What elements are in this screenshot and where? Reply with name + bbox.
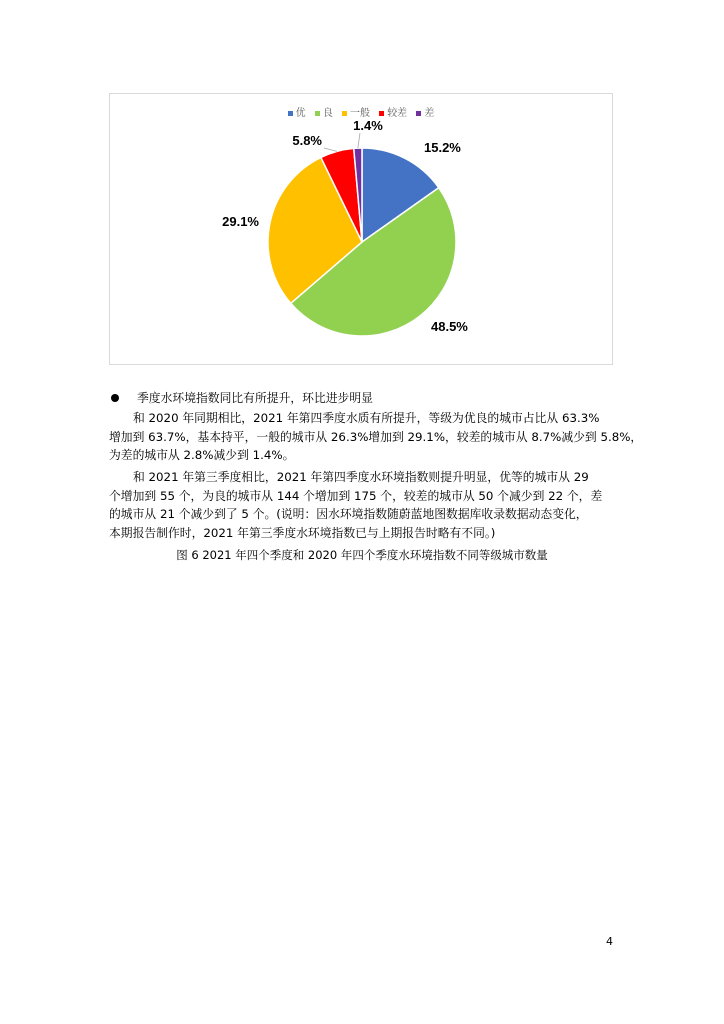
figure-caption: 图 6 2021 年四个季度和 2020 年四个季度水环境指数不同等级城市数量 <box>176 548 548 562</box>
heading-text: 季度水环境指数同比有所提升，环比进步明显 <box>137 391 373 405</box>
pie-chart <box>109 93 613 365</box>
pie-plot <box>110 94 612 364</box>
legend-label: 差 <box>424 108 435 119</box>
paragraph-line: 和 2020 年同期相比，2021 年第四季度水质有所提升，等级为优良的城市占比从 63.3% <box>133 411 600 425</box>
pie-label-poor: 5.8% <box>292 133 322 148</box>
legend-label: 良 <box>322 108 333 119</box>
leader-line-poor <box>324 148 337 151</box>
paragraph-qoq <box>109 468 619 542</box>
paragraph-line: 和 2021 年第三季度相比，2021 年第四季度水环境指数则提升明显，优等的城市从 29 <box>133 470 589 484</box>
paragraph-yoy <box>109 409 643 465</box>
paragraph-line: 为差的城市从 2.8%减少到 1.4%。 <box>109 448 295 463</box>
bullet-icon <box>111 394 119 402</box>
pie-label-excellent: 15.2% <box>424 140 461 155</box>
paragraph-line: 本期报告制作时，2021 年第三季度水环境指数已与上期报告时略有不同。) <box>109 525 496 540</box>
legend-label: 较差 <box>387 108 408 119</box>
pie-label-good: 48.5% <box>431 319 468 334</box>
page-number: 4 <box>606 935 613 948</box>
pie-label-bad: 1.4% <box>353 118 383 133</box>
legend-label: 优 <box>295 108 306 119</box>
paragraph-line: 增加到 63.7%，基本持平，一般的城市从 26.3%增加到 29.1%，较差的城市从 8.7%减少到 5.8%， <box>109 429 643 444</box>
leader-line-bad <box>358 133 360 148</box>
legend-label: 一般 <box>350 108 370 119</box>
pie-label-average: 29.1% <box>222 214 259 229</box>
paragraph-line: 个增加到 55 个，为良的城市从 144 个增加到 175 个，较差的城市从 50 个减少到 22 个，差 <box>109 488 603 503</box>
paragraph-line: 的城市从 21 个减少到了 5 个。(说明：因水环境指数随蔚蓝地图数据库收录数据动态变化， <box>109 507 588 522</box>
